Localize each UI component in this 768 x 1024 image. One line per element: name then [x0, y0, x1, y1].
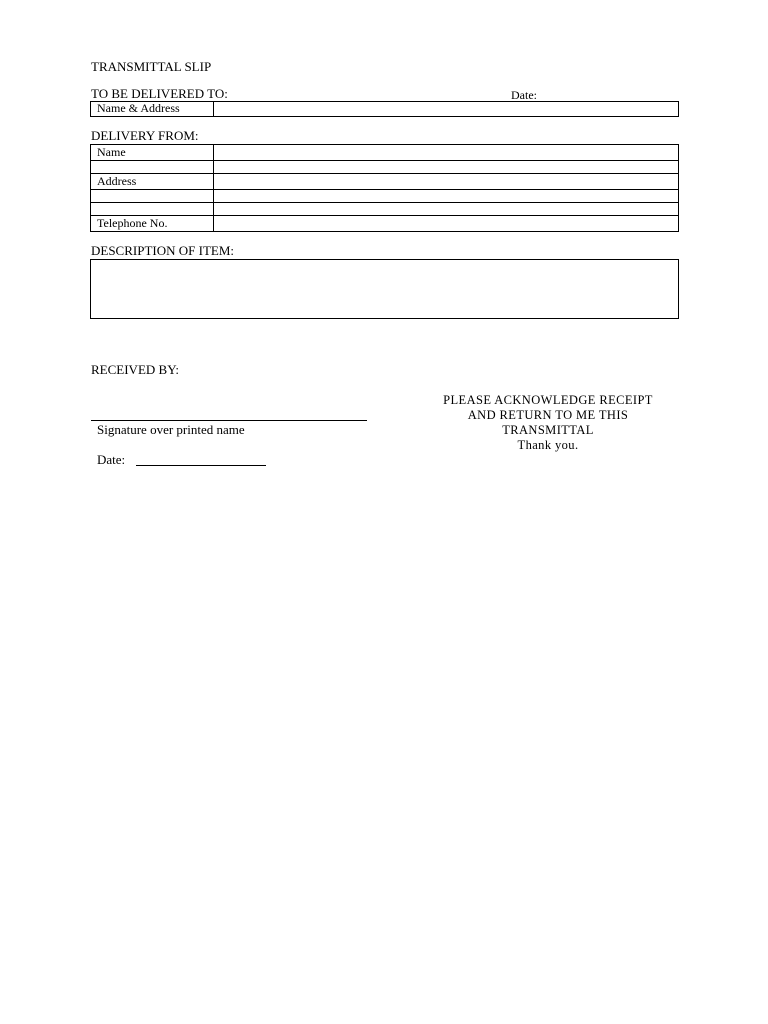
to-name-address-label: Name & Address [91, 102, 214, 117]
to-name-address-field[interactable] [214, 102, 679, 117]
from-address-field[interactable] [214, 174, 679, 190]
signature-line[interactable] [91, 420, 367, 421]
to-row [91, 102, 679, 117]
received-date-line[interactable] [136, 465, 266, 466]
page-title: TRANSMITTAL SLIP [91, 59, 212, 74]
from-row-label [91, 161, 214, 174]
from-heading: DELIVERY FROM: [91, 128, 199, 143]
from-table [90, 144, 679, 232]
from-row-label [91, 190, 214, 203]
from-telephone-field[interactable] [214, 216, 679, 232]
acknowledge-line: AND RETURN TO ME THIS [467, 408, 629, 422]
to-heading: TO BE DELIVERED TO: [91, 86, 228, 101]
from-row [91, 145, 679, 161]
signature-label: Signature over printed name [97, 422, 245, 437]
acknowledge-line: TRANSMITTAL [502, 423, 594, 437]
thank-you: Thank you. [517, 438, 579, 452]
from-row [91, 190, 679, 203]
from-address-field-2[interactable] [214, 190, 679, 203]
from-name-field-2[interactable] [214, 161, 679, 174]
from-name-label: Name [91, 145, 214, 161]
description-heading: DESCRIPTION OF ITEM: [91, 243, 235, 258]
from-row [91, 203, 679, 216]
from-row [91, 174, 679, 190]
from-name-field[interactable] [214, 145, 679, 161]
description-box[interactable] [90, 259, 679, 319]
to-table [90, 101, 679, 117]
from-row [91, 161, 679, 174]
from-row [91, 216, 679, 232]
from-telephone-label: Telephone No. [91, 216, 214, 232]
acknowledge-line: PLEASE ACKNOWLEDGE RECEIPT [443, 393, 653, 407]
from-address-label: Address [91, 174, 214, 190]
from-row-label [91, 203, 214, 216]
acknowledge-note [420, 393, 676, 453]
received-heading: RECEIVED BY: [91, 362, 179, 377]
date-label: Date: [511, 88, 537, 102]
from-address-field-3[interactable] [214, 203, 679, 216]
received-date-label: Date: [97, 452, 126, 467]
